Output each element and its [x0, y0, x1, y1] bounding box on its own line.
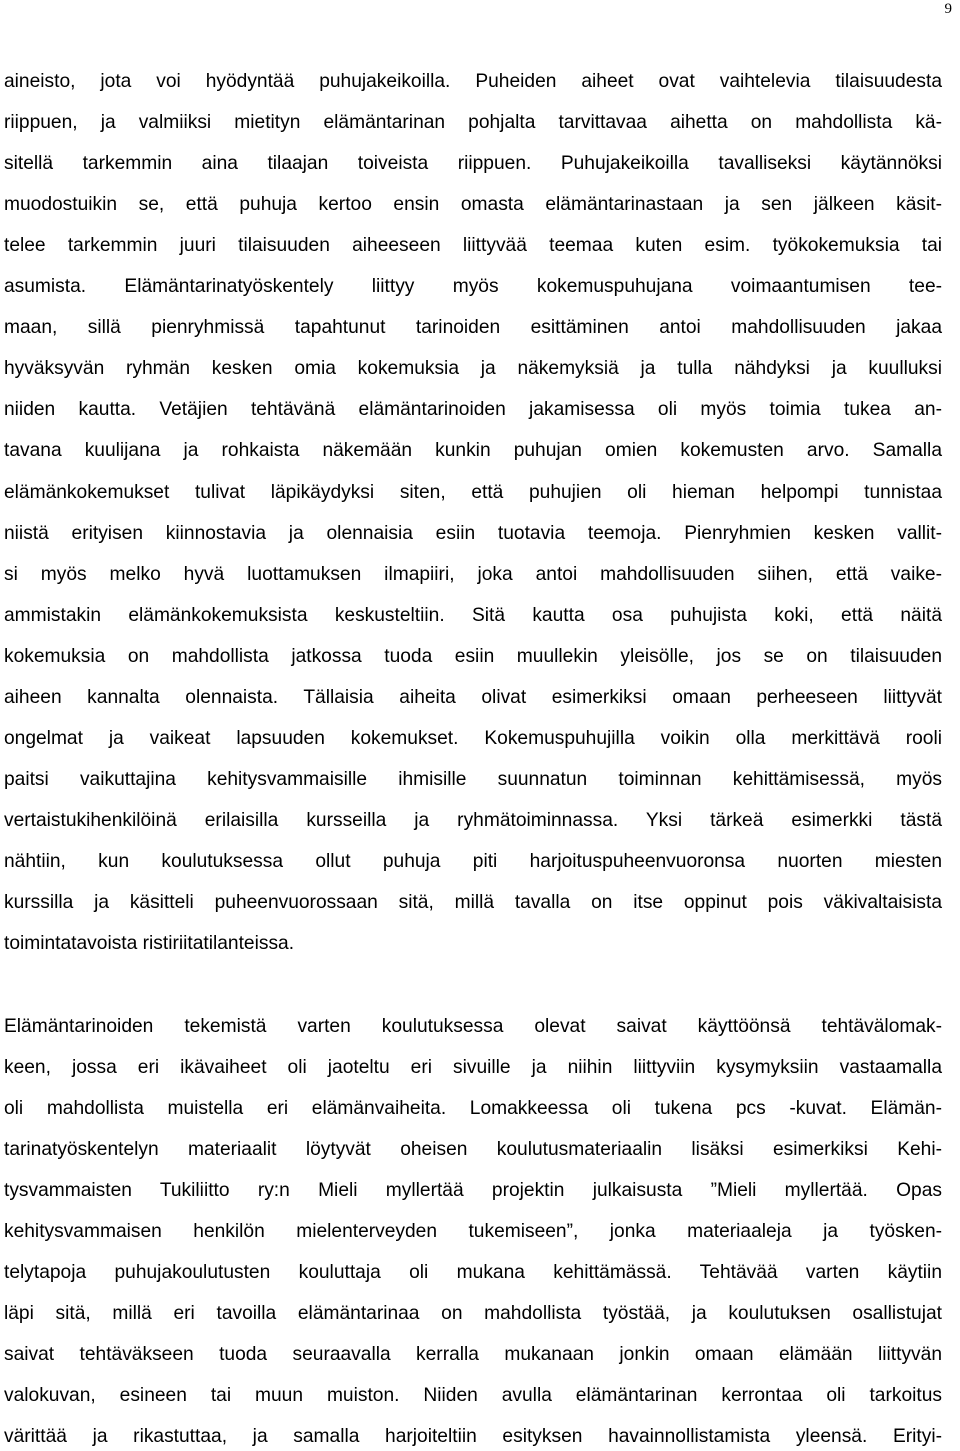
- text-line: niistä erityisen kiinnostavia ja olennaisia esiin tuotavia teemoja. Pienryhmien kesken vallit-: [4, 522, 942, 544]
- text-line: valokuvan, esineen tai muun muiston. Niiden avulla elämäntarinan kerrontaa oli tarkoitus: [4, 1385, 942, 1406]
- text-line: paitsi vaikuttajina kehitysvammaisille ihmisille suunnatun toiminnan kehittämisessä, myös: [4, 768, 942, 790]
- text-line: aineisto, jota voi hyödyntää puhujakeikoilla. Puheiden aiheet ovat vaihtelevia tilaisuudesta: [4, 71, 942, 92]
- text-line: riippuen, ja valmiiksi mietityn elämäntarinan pohjalta tarvittavaa aihetta on mahdollista kä-: [4, 112, 942, 134]
- text-line: nähtiin, kun koulutuksessa ollut puhuja piti harjoituspuheenvuoronsa nuorten miesten: [4, 850, 942, 872]
- text-line: oli mahdollista muistella eri elämänvaiheita. Lomakkeessa oli tukena pcs -kuvat. Elämän-: [4, 1098, 942, 1119]
- text-line: telee tarkemmin juuri tilaisuuden aiheeseen liittyvää teemaa kuten esim. työkokemuksia tai: [4, 235, 942, 257]
- text-line: sitellä tarkemmin aina tilaajan toiveista riippuen. Puhujakeikoilla tavalliseksi käytännöksi: [4, 153, 942, 175]
- text-line: toimintatavoista ristiriitatilanteissa.: [4, 933, 295, 955]
- text-line: ammistakin elämänkokemuksista keskusteltiin. Sitä kautta osa puhujista koki, että näitä: [4, 604, 942, 626]
- text-line: kokemuksia on mahdollista jatkossa tuoda esiin muullekin yleisölle, jos se on tilaisuuden: [4, 645, 942, 667]
- page-number: 9: [944, 1, 952, 17]
- text-line: niiden kautta. Vetäjien tehtävänä elämäntarinoiden jakamisessa oli myös toimia tukea an-: [4, 399, 942, 421]
- text-line: kehitysvammaisen henkilön mielenterveyden tukemiseen”, jonka materiaaleja ja työsken-: [4, 1221, 942, 1242]
- text-line: maan, sillä pienryhmissä tapahtunut tarinoiden esittäminen antoi mahdollisuuden jakaa: [4, 317, 942, 339]
- text-line: Elämäntarinoiden tekemistä varten koulutuksessa olevat saivat käyttöönsä tehtävälomak-: [4, 1016, 942, 1037]
- text-line: muodostuikin se, että puhuja kertoo ensin omasta elämäntarinastaan ja sen jälkeen käsit-: [4, 194, 942, 216]
- text-line: värittää ja rikastuttaa, ja samalla harjoiteltiin esityksen havainnollistamista yleensä. Erityi-: [4, 1426, 942, 1447]
- text-line: keen, jossa eri ikävaiheet oli jaoteltu eri sivuille ja niihin liittyviin kysymyksiin vastaamalla: [4, 1057, 942, 1078]
- text-line: aiheen kannalta olennaista. Tällaisia aiheita olivat esimerkiksi omaan perheeseen liittyvät: [4, 686, 942, 708]
- text-line: tavana kuulijana ja rohkaista näkemään kunkin puhujan omien kokemusten arvo. Samalla: [4, 440, 942, 462]
- text-line: asumista. Elämäntarinatyöskentely liittyy myös kokemuspuhujana voimaantumisen tee-: [4, 276, 942, 298]
- text-line: elämänkokemukset tulivat läpikäydyksi siten, että puhujien oli hieman helpompi tunnistaa: [4, 481, 942, 503]
- text-line: kurssilla ja käsitteli puheenvuorossaan sitä, millä tavalla on itse oppinut pois väkivaltaisista: [4, 892, 942, 913]
- text-line: tarinatyöskentelyn materiaalit löytyvät oheisen koulutusmateriaalin lisäksi esimerkiksi Kehi-: [4, 1139, 942, 1160]
- text-line: vertaistukihenkilöinä erilaisilla kursseilla ja ryhmätoiminnassa. Yksi tärkeä esimerkki tästä: [4, 809, 942, 831]
- text-line: ongelmat ja vaikeat lapsuuden kokemukset. Kokemuspuhujilla voikin olla merkittävä rooli: [4, 727, 942, 749]
- text-line: läpi sitä, millä eri tavoilla elämäntarinaa on mahdollista työstää, ja koulutuksen osallistujat: [4, 1303, 942, 1324]
- text-line: hyväksyvän ryhmän kesken omia kokemuksia ja näkemyksiä ja tulla nähdyksi ja kuulluksi: [4, 358, 942, 380]
- text-line: saivat tehtäväkseen tuoda seuraavalla kerralla mukanaan jonkin omaan elämään liittyvän: [4, 1344, 942, 1365]
- text-line: si myös melko hyvä luottamuksen ilmapiiri, joka antoi mahdollisuuden siihen, että vaike-: [4, 563, 942, 585]
- text-line: telytapoja puhujakoulutusten kouluttaja oli mukana kehittämässä. Tehtävää varten käytiin: [4, 1262, 942, 1283]
- text-line: tysvammaisten Tukiliitto ry:n Mieli myllertää projektin julkaisusta ”Mieli myllertää. Opas: [4, 1180, 942, 1201]
